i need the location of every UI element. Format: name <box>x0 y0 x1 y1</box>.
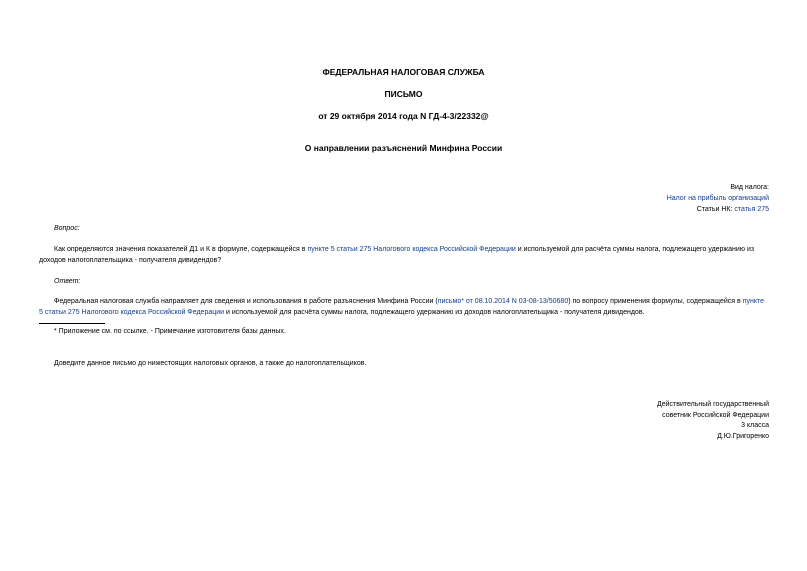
document-date-number: от 29 октября 2014 года N ГД-4-3/22332@ <box>318 111 489 121</box>
tax-article-line <box>369 204 769 215</box>
document-type: ПИСЬМО <box>384 89 423 99</box>
signatory-title-line2: советник Российской Федерации <box>662 411 769 419</box>
question-paragraph <box>39 244 769 266</box>
agency-title: ФЕДЕРАЛЬНАЯ НАЛОГОВАЯ СЛУЖБА <box>322 67 485 77</box>
signature-block <box>469 400 769 442</box>
question-text-after: и используемой для расчёта суммы налога, подлежащего удержанию из доходов налогоплательщика - получателя дивидендов? <box>39 246 755 264</box>
answer-text-after: и используемой для расчёта суммы налога, подлежащего удержанию из доходов налогоплательщика - получателя дивидендов. <box>224 309 645 316</box>
document-subject: О направлении разъяснений Минфина России <box>304 143 503 153</box>
signatory-title-line1: Действительный государственный <box>657 401 769 408</box>
answer-text-before: Федеральная налоговая служба направляет для сведения и использования в работе разъяснения Минфина России ( <box>54 298 438 305</box>
signatory-name: Д.Ю.Григоренко <box>717 432 769 440</box>
question-label: Вопрос: <box>54 225 80 232</box>
answer-text-middle: ) по вопросу применения формулы, содержащейся в <box>568 298 743 305</box>
tax-info-block <box>369 182 769 215</box>
answer-paragraph <box>39 296 769 318</box>
answer-letter-link[interactable]: письмо* от 08.10.2014 N 03-08-13/50680 <box>437 298 569 305</box>
question-text-before: Как определяются значения показателей Д1 и К в формуле, содержащейся в <box>54 246 308 253</box>
tax-article-prefix: Статьи НК: <box>696 206 735 213</box>
tax-article-link[interactable]: статья 275 <box>734 206 769 213</box>
answer-code-link[interactable]: пункте 5 статьи 275 Налогового кодекса Российской Федерации <box>39 298 765 316</box>
question-code-link[interactable]: пункте 5 статьи 275 Налогового кодекса Российской Федерации <box>307 246 516 253</box>
footnote-text: * Приложение см. по ссылке. - Примечание изготовителя базы данных. <box>54 328 286 335</box>
closing-paragraph: Доведите данное письмо до нижестоящих налоговых органов, а также до налогоплательщиков. <box>54 360 367 367</box>
footnote-divider <box>39 323 105 324</box>
answer-label: Ответ: <box>54 278 81 285</box>
signatory-title-line3: 3 класса <box>741 422 769 429</box>
tax-type-label: Вид налога: <box>730 184 769 191</box>
tax-type-link[interactable]: Налог на прибыль организаций <box>666 195 769 202</box>
